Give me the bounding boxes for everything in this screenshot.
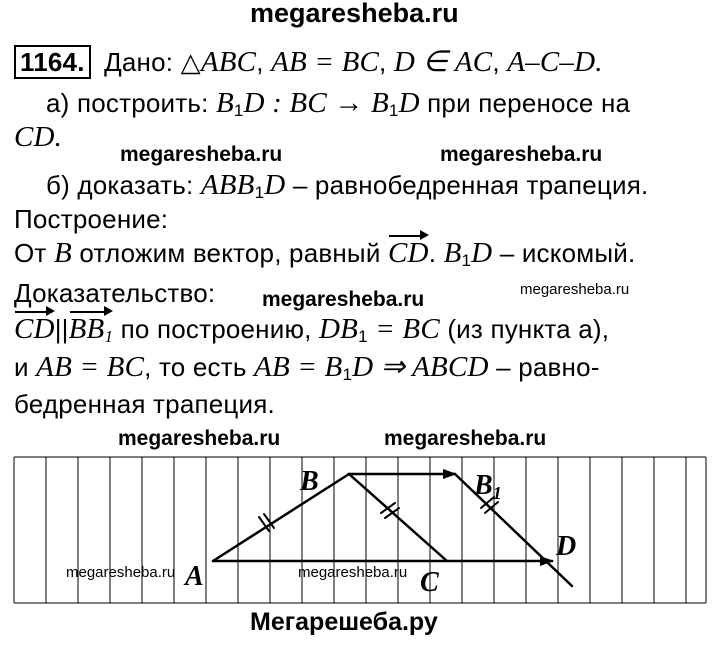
watermark-mid-left: megaresheba.ru bbox=[120, 143, 283, 166]
trapezoid-figure bbox=[0, 455, 720, 605]
given-triangle: ABC bbox=[200, 46, 257, 78]
proof-vector-bb1: $BB_1$ bbox=[69, 314, 114, 352]
part-b-text: – равнобедренная трапеция. bbox=[292, 170, 649, 200]
proof-l2-sub: 1 bbox=[342, 365, 353, 384]
watermark-proof-center: megaresheba.ru bbox=[262, 288, 425, 311]
proof-l2a: и bbox=[14, 352, 29, 382]
proof-l2d: AB = B bbox=[254, 351, 343, 383]
vector-cd: CD bbox=[388, 237, 429, 269]
part-a-cd: CD. bbox=[14, 121, 63, 153]
label-a: A bbox=[185, 561, 204, 592]
construction-b: B bbox=[53, 237, 72, 269]
part-b-figure: ABB bbox=[200, 169, 255, 201]
proof-eq: = BC bbox=[375, 313, 440, 345]
label-d: D bbox=[556, 531, 577, 562]
grid-lines bbox=[14, 457, 706, 603]
problem-number: 1164. bbox=[14, 45, 91, 79]
proof-l2c: , то есть bbox=[144, 352, 247, 382]
part-a-d: D bbox=[398, 87, 420, 119]
proof-vector-cd: CD bbox=[14, 313, 55, 345]
part-a-mapping: D : BC → B bbox=[243, 87, 389, 119]
watermark-figure-left: megaresheba.ru bbox=[118, 427, 281, 450]
label-c: C bbox=[420, 567, 439, 598]
given-label: Дано: bbox=[104, 47, 174, 77]
part-a-suffix: при переносе на bbox=[427, 88, 631, 118]
construction-res2: D bbox=[471, 237, 493, 269]
proof-db: DB bbox=[319, 313, 359, 345]
proof-t2: (из пункта а), bbox=[447, 314, 610, 344]
triangle-symbol: △ bbox=[180, 47, 201, 77]
proof-line2 bbox=[14, 352, 600, 390]
given-equality: AB = BC bbox=[271, 46, 380, 78]
segment-b1d bbox=[455, 474, 572, 586]
proof-t1: по построению, bbox=[120, 314, 312, 344]
part-a-b1: B bbox=[215, 87, 234, 119]
part-a-line2 bbox=[14, 122, 62, 152]
part-b-label: б) доказать: bbox=[46, 170, 194, 200]
proof-line1 bbox=[14, 314, 609, 352]
construction-t3: . bbox=[428, 238, 437, 268]
construction-t1: От bbox=[14, 238, 47, 268]
watermark-top: megaresheba.ru bbox=[250, 0, 459, 28]
construction-res-sub: 1 bbox=[461, 251, 472, 270]
construction-line bbox=[14, 238, 635, 276]
watermark-figure-small-left: megaresheba.ru bbox=[66, 564, 176, 581]
part-b-figure2: D bbox=[264, 169, 286, 201]
part-b-line bbox=[46, 170, 648, 208]
watermark-figure-small-center: megaresheba.ru bbox=[298, 564, 408, 581]
given-membership: D ∈ AC bbox=[393, 46, 493, 78]
part-a-sub2: 1 bbox=[388, 101, 399, 120]
proof-db-sub: 1 bbox=[358, 327, 368, 346]
footer-brand: Мегарешеба.ру bbox=[250, 608, 438, 636]
label-b1: B1 bbox=[474, 470, 502, 503]
part-a-sub1: 1 bbox=[233, 101, 244, 120]
watermark-mid-right: megaresheba.ru bbox=[440, 143, 603, 166]
label-b: B bbox=[300, 466, 319, 497]
watermark-proof-right: megaresheba.ru bbox=[520, 281, 630, 298]
proof-parallel: || bbox=[54, 314, 69, 344]
construction-res: B bbox=[443, 237, 462, 269]
construction-heading: Построение: bbox=[14, 204, 169, 234]
construction-t2: отложим вектор, равный bbox=[79, 238, 381, 268]
part-b-sub: 1 bbox=[254, 183, 265, 202]
proof-line3: бедренная трапеция. bbox=[14, 389, 275, 419]
construction-t4: – искомый. bbox=[499, 238, 636, 268]
part-a-line bbox=[46, 88, 630, 126]
proof-l2e: D ⇒ ABCD bbox=[352, 351, 489, 383]
problem-given-line: 1164. Дано: △ABC, AB = BC, D ∈ AC, A–C–D. bbox=[14, 45, 603, 79]
segment-ab bbox=[213, 474, 349, 561]
watermark-figure-right: megaresheba.ru bbox=[384, 427, 547, 450]
proof-heading: Доказательство: bbox=[14, 278, 216, 308]
part-a-label: а) построить: bbox=[46, 88, 209, 118]
proof-l2b: AB = BC bbox=[36, 351, 145, 383]
given-order: A–C–D. bbox=[507, 46, 603, 78]
proof-l2f: – равно- bbox=[496, 352, 600, 382]
